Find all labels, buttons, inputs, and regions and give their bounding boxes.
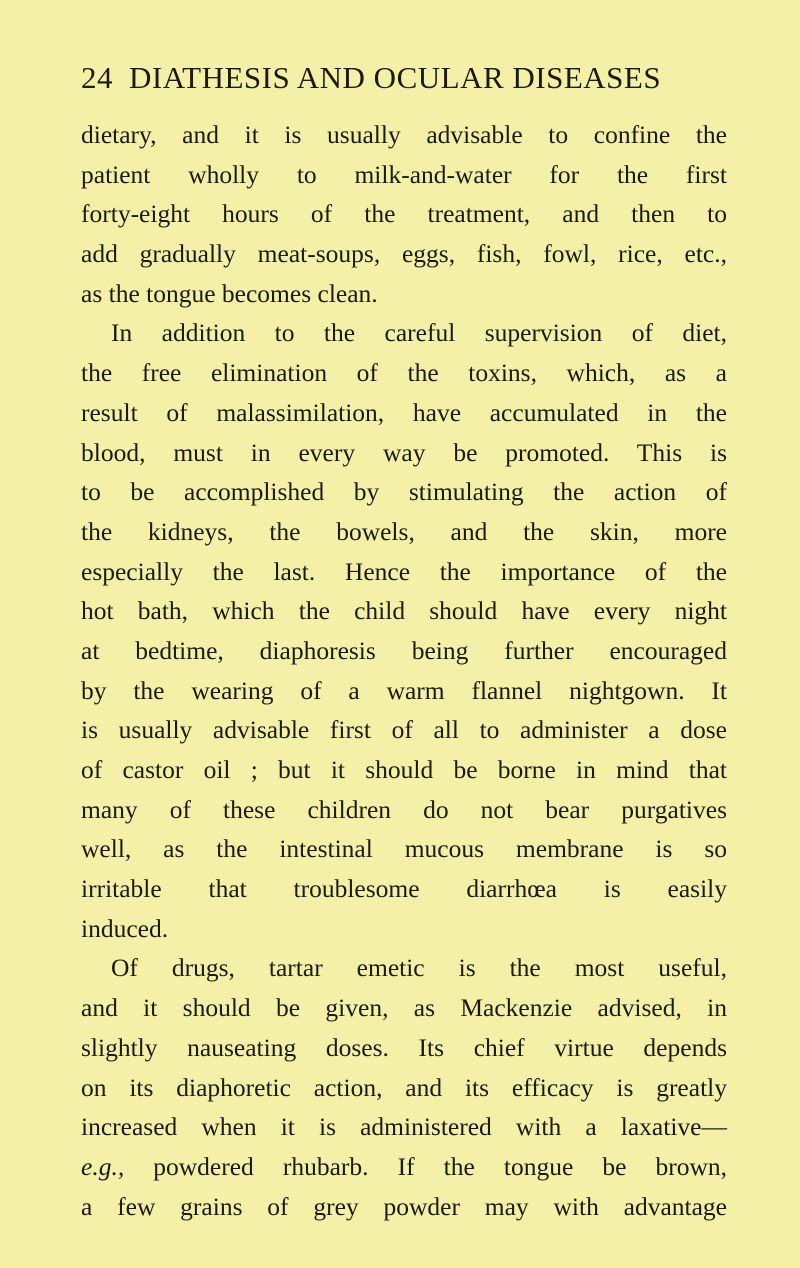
text-line (81, 1147, 727, 1187)
paragraph-start-line: In addition to the careful supervision of diet, (111, 318, 727, 348)
text-line: increased when it is administered with a laxative— (81, 1112, 727, 1142)
text-line: slightly nauseating doses. Its chief virtue depends (81, 1032, 727, 1062)
text-line: many of these children do not bear purgatives (81, 794, 727, 824)
text-line: blood, must in every way be promoted. This is (81, 437, 727, 467)
text-line: result of malassimilation, have accumulated in the (81, 397, 727, 427)
text-line: a few grains of grey powder may with advantage (81, 1191, 727, 1221)
text-line: the kidneys, the bowels, and the skin, more (81, 516, 727, 546)
text-line: as the tongue becomes clean. (81, 278, 378, 308)
abbreviation-eg: e.g., (81, 1151, 125, 1181)
text-line: induced. (81, 913, 169, 943)
text-line: at bedtime, diaphoresis being further encouraged (81, 635, 727, 665)
text-line-rest: powdered rhubarb. If the tongue be brown, (153, 1151, 727, 1181)
body-text (81, 115, 727, 1226)
paragraph-start-line: Of drugs, tartar emetic is the most useful, (111, 953, 727, 983)
running-head (81, 58, 731, 98)
text-line: and it should be given, as Mackenzie advised, in (81, 993, 727, 1023)
text-line: hot bath, which the child should have every night (81, 596, 727, 626)
text-line: well, as the intestinal mucous membrane is so (81, 834, 727, 864)
text-line: of castor oil ; but it should be borne in mind that (81, 755, 727, 784)
text-line: is usually advisable first of all to administer a dose (81, 715, 727, 745)
text-line: by the wearing of a warm flannel nightgown. It (81, 675, 727, 705)
text-line: irritable that troublesome diarrhœa is easily (81, 874, 727, 904)
text-line: add gradually meat-soups, eggs, fish, fowl, rice, etc., (81, 239, 727, 269)
text-line: to be accomplished by stimulating the action of (81, 477, 727, 507)
text-line: especially the last. Hence the importance of the (81, 556, 727, 586)
text-line: the free elimination of the toxins, which, as a (81, 358, 727, 388)
running-title: DIATHESIS AND OCULAR DISEASES (129, 60, 662, 95)
text-line: on its diaphoretic action, and its efficacy is greatly (81, 1072, 727, 1102)
page-number: 24 (81, 60, 113, 95)
text-line: dietary, and it is usually advisable to confine the (81, 120, 727, 149)
text-line: patient wholly to milk-and-water for the first (81, 159, 727, 189)
text-line: forty-eight hours of the treatment, and then to (81, 199, 727, 229)
